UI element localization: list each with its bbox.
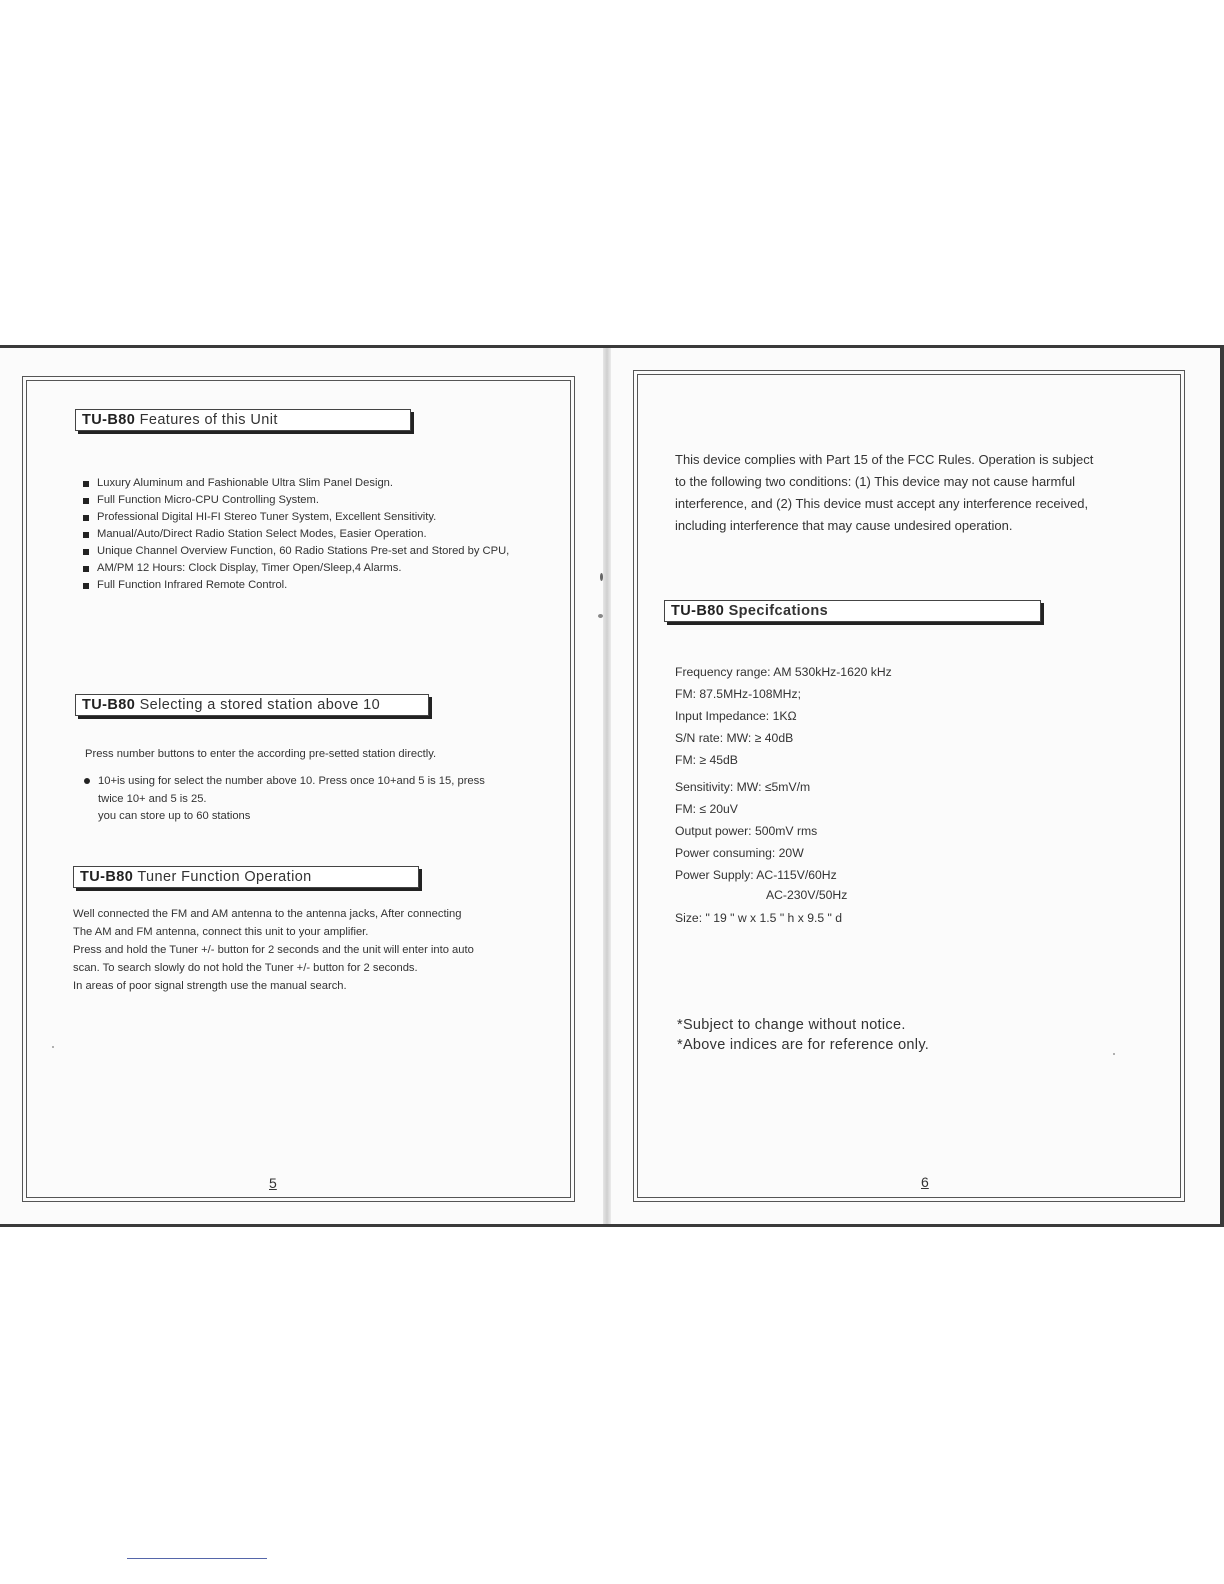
list-item: Full Function Micro-CPU Controlling System. <box>83 492 509 509</box>
list-item: Professional Digital HI-FI Stereo Tuner System, Excellent Sensitivity. <box>83 509 509 526</box>
page-number-right: 6 <box>921 1174 929 1190</box>
tuner-title: Tuner Function Operation <box>133 869 312 885</box>
list-item: AM/PM 12 Hours: Clock Display, Timer Open/Sleep,4 Alarms. <box>83 560 509 577</box>
list-item: Manual/Auto/Direct Radio Station Select Modes, Easier Operation. <box>83 526 509 543</box>
stored-station-bullet-line3: you can store up to 60 stations <box>98 810 251 822</box>
features-list <box>83 475 509 594</box>
page-edge <box>1220 348 1224 1224</box>
stored-station-bullet-line2: twice 10+ and 5 is 25. <box>98 792 207 805</box>
specs-model: TU-B80 <box>671 603 725 619</box>
specs-heading <box>664 600 1041 622</box>
spec-line: AC-230V/50Hz <box>766 888 848 902</box>
fcc-line: to the following two conditions: (1) This device may not cause harmful <box>675 474 1076 489</box>
spec-line: Input Impedance: 1KΩ <box>675 709 797 723</box>
note-line: *Subject to change without notice. <box>677 1017 906 1033</box>
tuner-line: Press and hold the Tuner +/- button for 2 seconds and the unit will enter into auto <box>73 944 474 956</box>
fcc-line: including interference that may cause undesired operation. <box>675 518 1013 533</box>
list-item: Luxury Aluminum and Fashionable Ultra Slim Panel Design. <box>83 475 509 492</box>
spec-line: Frequency range: AM 530kHz-1620 kHz <box>675 665 892 679</box>
tuner-model: TU-B80 <box>80 869 134 885</box>
scan-speck <box>1113 1053 1115 1055</box>
stored-station-intro: Press number buttons to enter the according pre-setted station directly. <box>85 748 437 760</box>
stored-station-title: Selecting a stored station above 10 <box>135 697 381 713</box>
spec-line: Power Supply: AC-115V/60Hz <box>675 868 837 882</box>
book-spine <box>603 348 611 1224</box>
spec-line: S/N rate: MW: ≥ 40dB <box>675 731 794 745</box>
note-line: *Above indices are for reference only. <box>677 1037 930 1053</box>
tuner-body <box>73 905 474 995</box>
stored-station-model: TU-B80 <box>82 697 136 713</box>
spec-line: FM: 87.5MHz-108MHz; <box>675 687 801 701</box>
tuner-line: Well connected the FM and AM antenna to the antenna jacks, After connecting <box>73 908 462 920</box>
tuner-line: The AM and FM antenna, connect this unit to your amplifier. <box>73 926 369 938</box>
list-item: Full Function Infrared Remote Control. <box>83 577 509 594</box>
stored-station-bullet-line1: 10+is using for select the number above 10. Press once 10+and 5 is 15, press <box>98 775 485 787</box>
spec-line: FM: ≤ 20uV <box>675 802 738 816</box>
fcc-line: interference, and (2) This device must accept any interference received, <box>675 496 1089 511</box>
notes <box>677 1015 929 1055</box>
spec-line: FM: ≥ 45dB <box>675 753 738 767</box>
spec-line: Output power: 500mV rms <box>675 824 818 838</box>
spec-line: Sensitivity: MW: ≤5mV/m <box>675 780 811 794</box>
list-item: Unique Channel Overview Function, 60 Radio Stations Pre-set and Stored by CPU, <box>83 543 509 560</box>
features-heading <box>75 409 411 431</box>
page-number-left: 5 <box>269 1175 277 1191</box>
stored-station-heading <box>75 694 429 716</box>
tuner-line: scan. To search slowly do not hold the Tuner +/- button for 2 seconds. <box>73 962 418 974</box>
spec-line: Size: " 19 " w x 1.5 " h x 9.5 " d <box>675 911 843 925</box>
tuner-line: In areas of poor signal strength use the manual search. <box>73 980 347 992</box>
spec-line: Power consuming: 20W <box>675 846 804 860</box>
fcc-line: This device complies with Part 15 of the FCC Rules. Operation is subject <box>675 452 1094 467</box>
footer-rule <box>127 1558 267 1559</box>
specs-title: Specifcations <box>724 603 829 619</box>
features-title: Features of this Unit <box>135 412 278 428</box>
scan-speck <box>600 573 603 581</box>
stored-station-bullet <box>98 773 485 826</box>
features-model: TU-B80 <box>82 412 136 428</box>
scan-speck <box>52 1046 54 1048</box>
bullet-dot <box>84 778 90 784</box>
tuner-heading <box>73 866 419 888</box>
fcc-statement <box>675 449 1093 537</box>
scan-speck <box>598 614 603 618</box>
